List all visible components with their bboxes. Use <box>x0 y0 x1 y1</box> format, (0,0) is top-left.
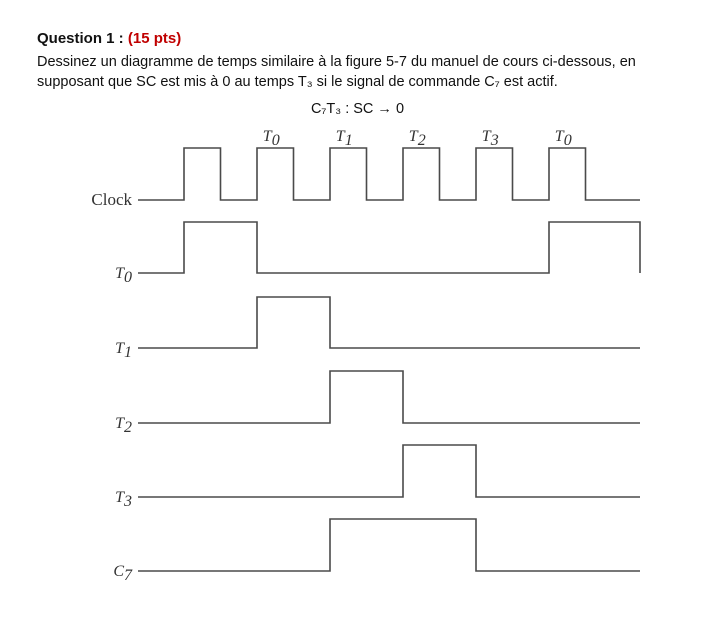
signal-label-c7: C7 <box>113 563 132 584</box>
question-line-2: supposant que SC est mis à 0 au temps T₃ si le signal de commande C₇ est actif. <box>37 74 558 90</box>
period-label-sub: 3 <box>490 132 499 149</box>
signal-label-clock: Clock <box>91 190 132 209</box>
period-label-2: T2 <box>408 128 426 149</box>
signal-waveform-t1 <box>138 297 640 348</box>
period-label-0: T0 <box>262 128 280 149</box>
signal-label-t0: T0 <box>115 265 132 286</box>
timing-annotation: C₇T₃ : SC → 0 <box>310 101 405 117</box>
period-label-sub: 0 <box>271 132 280 149</box>
signal-label-t1: T1 <box>115 340 132 361</box>
question-title: Question 1 : <box>37 30 124 47</box>
signal-waveform-t0 <box>138 222 640 273</box>
signal-label-sub: 7 <box>124 567 132 584</box>
signal-label-t3: T3 <box>115 489 132 510</box>
signal-waveform-clock <box>138 148 640 200</box>
period-label-sub: 0 <box>563 132 572 149</box>
signal-label-sub: 0 <box>124 269 132 286</box>
signal-label-sub: 3 <box>124 493 132 510</box>
period-label-3: T3 <box>481 128 499 149</box>
question-line-1: Dessinez un diagramme de temps similaire à la figure 5-7 du manuel de cours ci-dessous, en <box>37 54 636 70</box>
period-label-sub: 2 <box>417 132 426 149</box>
question-points: (15 pts) <box>127 30 182 47</box>
signal-waveform-c7 <box>138 519 640 571</box>
period-label-1: T1 <box>335 128 353 149</box>
signal-label-sub: 2 <box>124 419 132 436</box>
signal-waveform-t2 <box>138 371 640 423</box>
period-label-4: T0 <box>554 128 572 149</box>
signal-waveform-t3 <box>138 445 640 497</box>
signal-label-sub: 1 <box>124 344 132 361</box>
signal-label-t2: T2 <box>115 415 132 436</box>
period-label-sub: 1 <box>344 132 353 149</box>
